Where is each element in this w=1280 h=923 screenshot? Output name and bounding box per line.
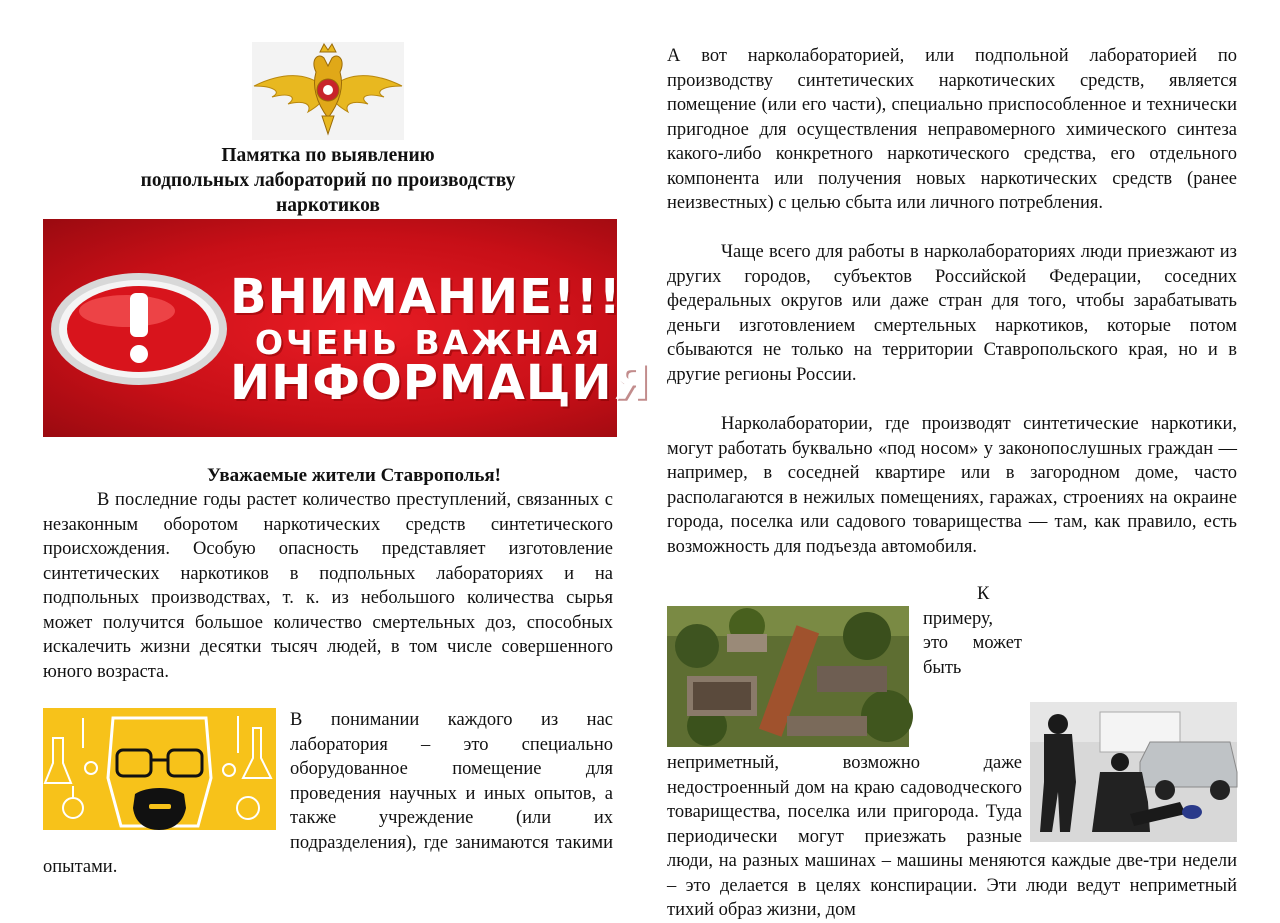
abandoned-building-photo <box>667 606 909 747</box>
emblem-image <box>252 42 404 140</box>
special-forces-photo <box>1030 702 1237 842</box>
police-arrest-icon <box>1030 702 1237 842</box>
narcolab-definition-paragraph: А вот нарколабораторией, или подпольной лабораторией по производству синтетических наркотических средств, является помещение (или его части), специально приспособленное и технически пригодное для осуществления неправомерного химического синтеза какого-либо конкретного наркотического средства, его отдельного компонента или получения новых наркотических средств (ранее неизвестных) с целью сбыта или личного потребления. <box>667 46 1237 213</box>
example-paragraph: К примеру, это может быть неприметный, возможно даже недостроенный дом на краю садоводческого товарищества, поселка или пригорода. Туда периодически могут приезжать разные люди, на разных машинах – машины меняются каждые две-три недели – это делается в целях конспирации. Эти люди ведут неприметный тихий образ жизни, дом <box>667 584 1237 920</box>
attention-banner <box>43 219 651 437</box>
title-line: Памятка по выявлению <box>221 145 435 166</box>
intro-paragraph: В последние годы растет количество преступлений, связанных с незаконным оборотом наркотических средств синтетического происхождения. Особую опасность представляет изготовление синтетических наркотиков в подпольных лабораториях и на подпольных производствах, т. к. из небольшого количества сырья может получится большое количество смертельных доз, способных искалечить жизни десятки тысяч людей, в том числе совершенного юного возраста. <box>43 490 613 682</box>
eagle-emblem-icon <box>252 42 404 140</box>
page-title <box>43 143 613 218</box>
locations-paragraph: Нарколаборатории, где производят синтетические наркотики, могут работать буквально «под носом» у законопослушных граждан — например, в соседней квартире или в загородном доме, часто располагаются в нежилых помещениях, гаражах, строениях на окраине города, поселка или садового товарищества — там, как правило, есть возможность для подъезда автомобиля. <box>667 414 1237 557</box>
banner-line-information: ИНФОРМАЦИЯ <box>230 355 651 411</box>
banner-line-attention: ВНИМАНИЕ!!! <box>230 269 622 325</box>
banner-line-important: ОЧЕНЬ ВАЖНАЯ <box>255 323 603 362</box>
example-block <box>667 582 1237 920</box>
lab-definition-block <box>43 708 613 880</box>
title-line: наркотиков <box>276 195 380 216</box>
aerial-ruins-icon <box>667 606 909 747</box>
greeting-heading: Уважаемые жители Ставрополья! <box>206 465 502 486</box>
title-line: подпольных лабораторий по производству <box>140 170 516 191</box>
chemist-face-icon <box>43 708 276 830</box>
chemist-illustration <box>43 708 276 830</box>
lab-definition-paragraph: В понимании каждого из нас лаборатория – это специально оборудованное помещение для проведения научных и иных опытов, а также учреждение (или их подразделения), где занимаются такими опытами. <box>43 710 613 877</box>
who-works-paragraph: Чаще всего для работы в нарколабораториях люди приезжают из других городов, субъектов Российской Федерации, соседних федеральных округов или даже стран для того, чтобы зарабатывать деньги изготовлением смертельных наркотиков, которые потом сбываются не только на территории Ставропольского края, но и в другие регионы России. <box>667 242 1237 385</box>
exclamation-icon <box>47 269 231 389</box>
